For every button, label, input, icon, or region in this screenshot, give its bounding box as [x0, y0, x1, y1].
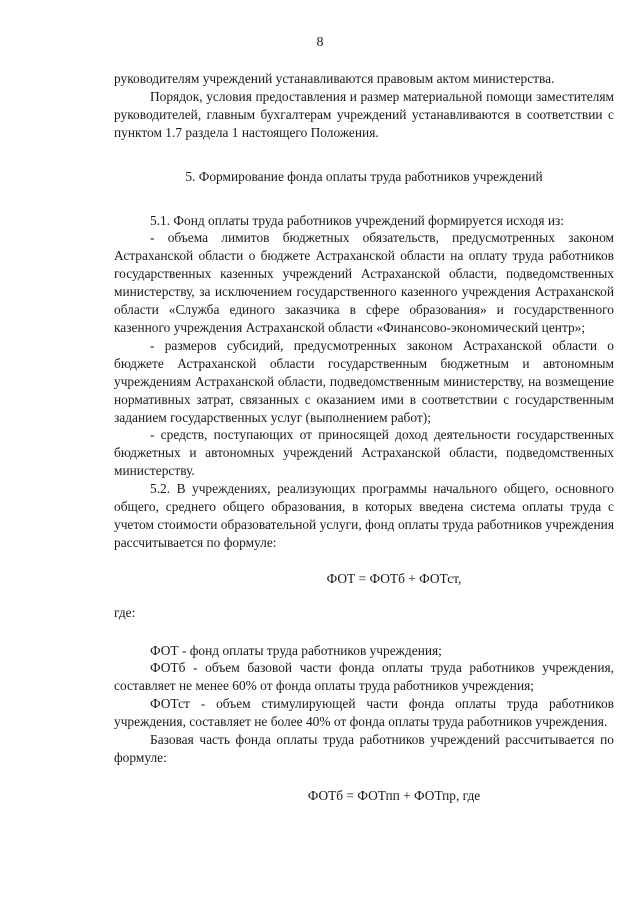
definition-fotst: ФОТст - объем стимулирующей части фонда оплаты труда работников учреждения, составляет не более 40% от фонда оплаты труда работников учреждения. [114, 696, 614, 730]
page-number: 8 [316, 35, 324, 50]
definition-fot: ФОТ - фонд оплаты труда работников учреждения; [150, 642, 442, 658]
list-item-subsidies: - размеров субсидий, предусмотренных законом Астраханской области о бюджете Астраханской области государственным бюджетным и автономным учреждениям Астраханской области, подведомственным министерству, на возмещение нормативных затрат, связанных с оказанием ими в соответствии с государственным заданием государственных услуг (выполнением работ); [114, 337, 614, 425]
paragraph-5-2: 5.2. В учреждениях, реализующих программы начального общего, основного общего, среднего общего образования, в которых введена система оплаты труда с учетом стоимости образовательной услуги, фонд оплаты труда работников учреждения рассчитывается по формуле: [114, 481, 614, 550]
formula-fot: ФОТ = ФОТб + ФОТст, [326, 570, 462, 586]
definition-fotb: ФОТб - объем базовой части фонда оплаты труда работников учреждения, составляет не менее 60% от фонда оплаты труда работников учреждения; [114, 660, 614, 694]
paragraph-continuation: руководителям учреждений устанавливаются правовым актом министерства. [114, 71, 555, 86]
formula-fotb: ФОТб = ФОТпп + ФОТпр, где [307, 787, 481, 803]
section-heading: 5. Формирование фонда оплаты труда работников учреждений [185, 168, 543, 184]
list-item-income: - средств, поступающих от приносящей доход деятельности государственных бюджетных и автономных учреждений Астраханской области, подведомственных министерству. [114, 427, 614, 479]
document-body [114, 70, 614, 805]
paragraph-material-aid: Порядок, условия предоставления и размер материальной помощи заместителям руководителей, главным бухгалтерам учреждений устанавливаются в соответствии с пунктом 1.7 раздела 1 настоящего Положения. [114, 88, 614, 140]
where-label: где: [114, 604, 136, 620]
paragraph-5-1: 5.1. Фонд оплаты труда работников учреждений формируется исходя из: [150, 212, 565, 228]
paragraph-base-part: Базовая часть фонда оплаты труда работников учреждений рассчитывается по формуле: [114, 732, 614, 765]
list-item-budget-limits: - объема лимитов бюджетных обязательств, предусмотренных законом Астраханской области о бюджете Астраханской области на оплату труда работников государственных казенных учреждений Астраханской области, подведомственных министерству, за исключением государственного казенного учреждения Астраханской области «Служба единого заказчика в сфере образования» и государственного казенного учреждения Астраханской области «Финансово-экономический центр»; [114, 230, 614, 335]
